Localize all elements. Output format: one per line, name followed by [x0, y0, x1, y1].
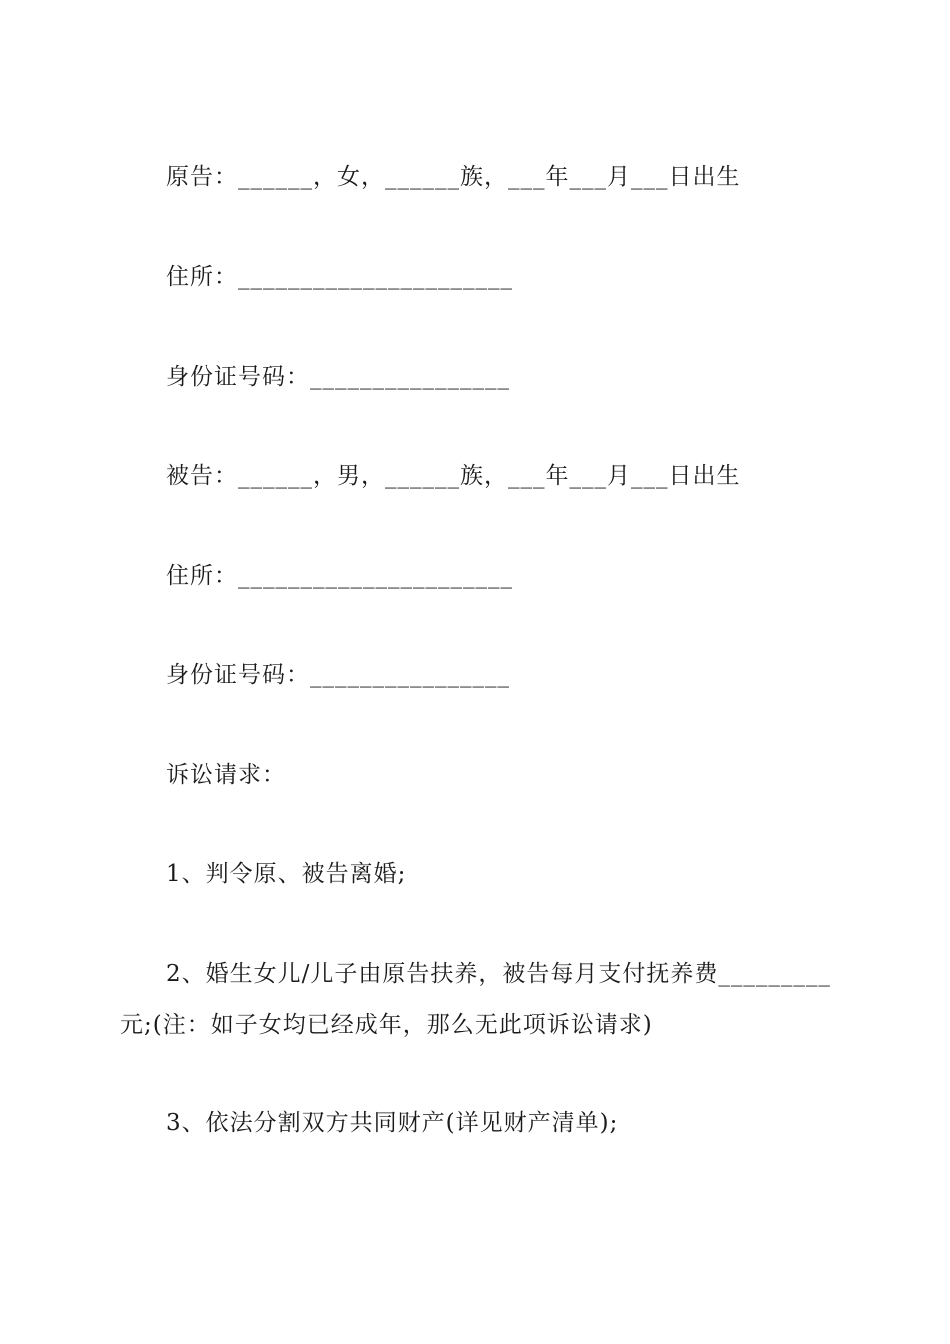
plaintiff-line: 原告：______，女，______族，___年___月___日出生: [166, 164, 741, 190]
defendant-line: 被告：______，男，______族，___年___月___日出生: [166, 463, 741, 489]
defendant-id-line: 身份证号码：________________: [166, 662, 510, 688]
claim-2-continuation: 元;(注：如子女均已经成年，那么无此项诉讼请求): [120, 1012, 653, 1038]
defendant-address-line: 住所：______________________: [166, 563, 513, 589]
plaintiff-id-line: 身份证号码：________________: [166, 364, 510, 390]
claim-1: 1、判令原、被告离婚;: [166, 861, 407, 887]
claim-2: 2、婚生女儿/儿子由原告扶养，被告每月支付抚养费_________: [166, 961, 831, 987]
claim-3: 3、依法分割双方共同财产(详见财产清单);: [166, 1110, 619, 1136]
claims-heading: 诉讼请求：: [166, 762, 286, 788]
plaintiff-address-line: 住所：______________________: [166, 264, 513, 290]
